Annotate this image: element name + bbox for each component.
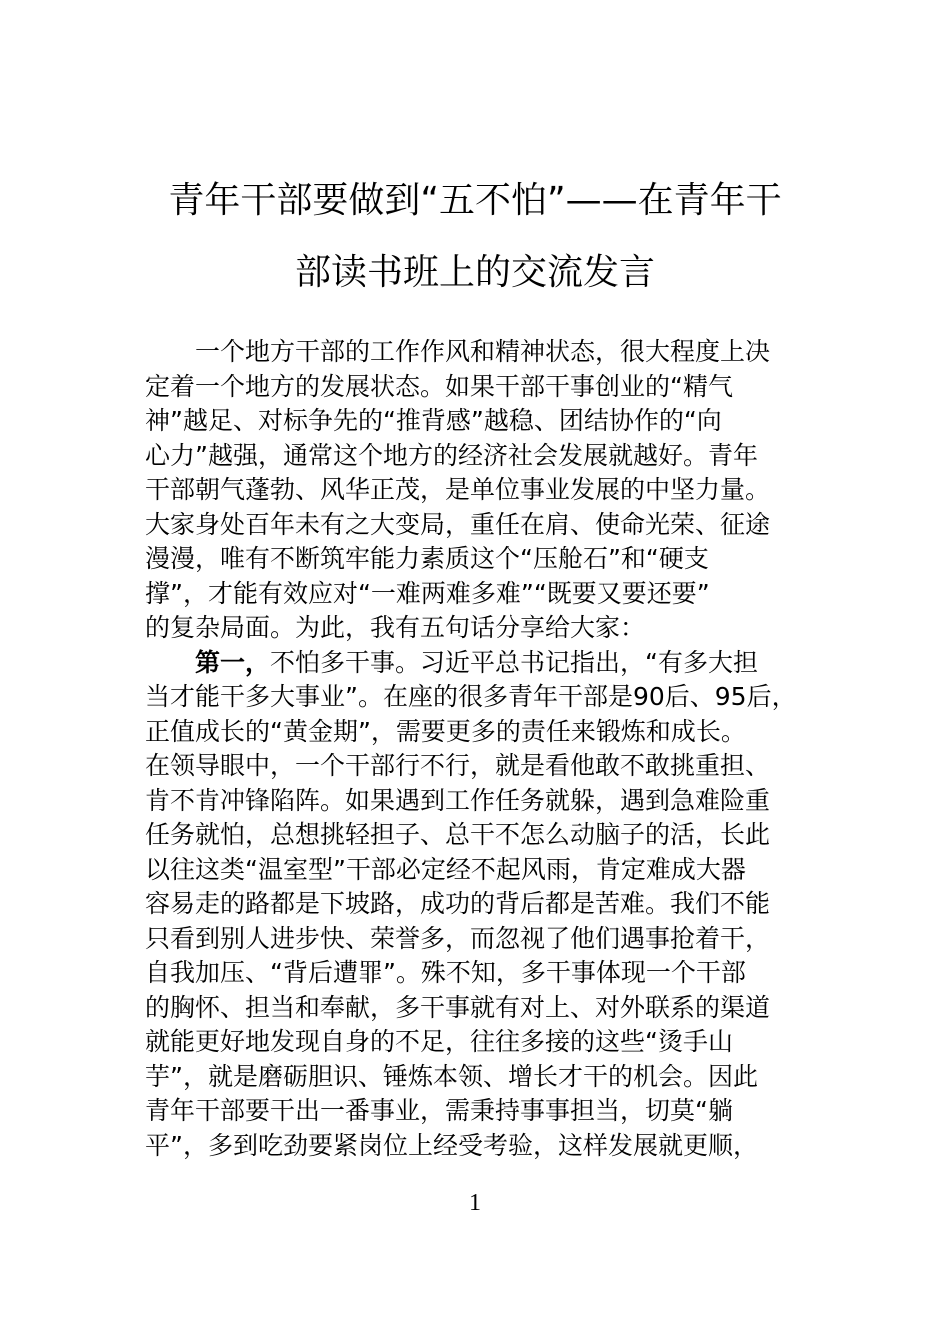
text-line: 任务就怕，总想挑轻担子、总干不怎么动脑子的活，长此	[145, 820, 771, 849]
section-heading: 第一，	[195, 647, 271, 677]
page-number: 1	[469, 1190, 481, 1216]
text-line: 在领导眼中，一个干部行不行，就是看他敢不敢挑重担、	[145, 751, 771, 780]
text-line: 撑”，才能有效应对“一难两难多难”“既要又要还要”	[145, 578, 710, 608]
text-line: 正值成长的“黄金期”，需要更多的责任来锻炼和成长。	[145, 716, 746, 746]
text-line: 干部朝气蓬勃、风华正茂，是单位事业发展的中坚力量。	[145, 475, 771, 504]
title-line-1: 青年干部要做到“五不怕”——在青年干	[168, 180, 782, 221]
title-line-2: 部读书班上的交流发言	[294, 252, 655, 293]
text-line: 漫漫，唯有不断筑牢能力素质这个“压舱石”和“硬支	[145, 544, 709, 573]
text-line: 的复杂局面。为此，我有五句话分享给大家：	[145, 613, 646, 642]
text-line: 芋”，就是磨砺胆识、锤炼本领、增长才干的机会。因此	[145, 1061, 758, 1091]
text-line: 神”越足、对标争先的“推背感”越稳、团结协作的“向	[145, 406, 722, 435]
text-line: 青年干部要干出一番事业，需秉持事事担当，切莫“躺	[145, 1096, 733, 1125]
document-title	[120, 165, 830, 309]
text-line: 就能更好地发现自身的不足，往往多接的这些“烫手山	[145, 1027, 733, 1056]
text-line: 一个地方干部的工作作风和精神状态，很大程度上决	[195, 337, 771, 366]
text-line: 只看到别人进步快、荣誉多，而忽视了他们遇事抢着干，	[145, 923, 771, 953]
text-line: 定着一个地方的发展状态。如果干部干事创业的“精气	[145, 371, 733, 401]
text-line: 自我加压、“背后遭罪”。殊不知，多干事体现一个干部	[145, 958, 746, 987]
text-line: 以往这类“温室型”干部必定经不起风雨，肯定难成大器	[145, 854, 746, 884]
paragraph-intro	[145, 335, 835, 646]
text-line	[145, 646, 835, 681]
text-line: 大家身处百年未有之大变局，重任在肩、使命光荣、征途	[145, 509, 771, 539]
text-line: 容易走的路都是下坡路，成功的背后都是苦难。我们不能	[145, 889, 771, 918]
heading-continuation: 不怕多干事。习近平总书记指出，“有多大担	[270, 647, 758, 677]
text-line: 平”，多到吃劲要紧岗位上经受考验，这样发展就更顺，	[145, 1130, 758, 1160]
document-body	[145, 335, 835, 1163]
text-line: 心力”越强，通常这个地方的经济社会发展就越好。青年	[145, 440, 758, 470]
text-line: 的胸怀、担当和奉献，多干事就有对上、对外联系的渠道	[145, 992, 771, 1022]
text-line: 当才能干多大事业”。在座的很多青年干部是90后、95后，	[145, 682, 797, 711]
text-line: 肯不肯冲锋陷阵。如果遇到工作任务就躲，遇到急难险重	[145, 785, 771, 815]
paragraph-first-point	[145, 646, 835, 1164]
